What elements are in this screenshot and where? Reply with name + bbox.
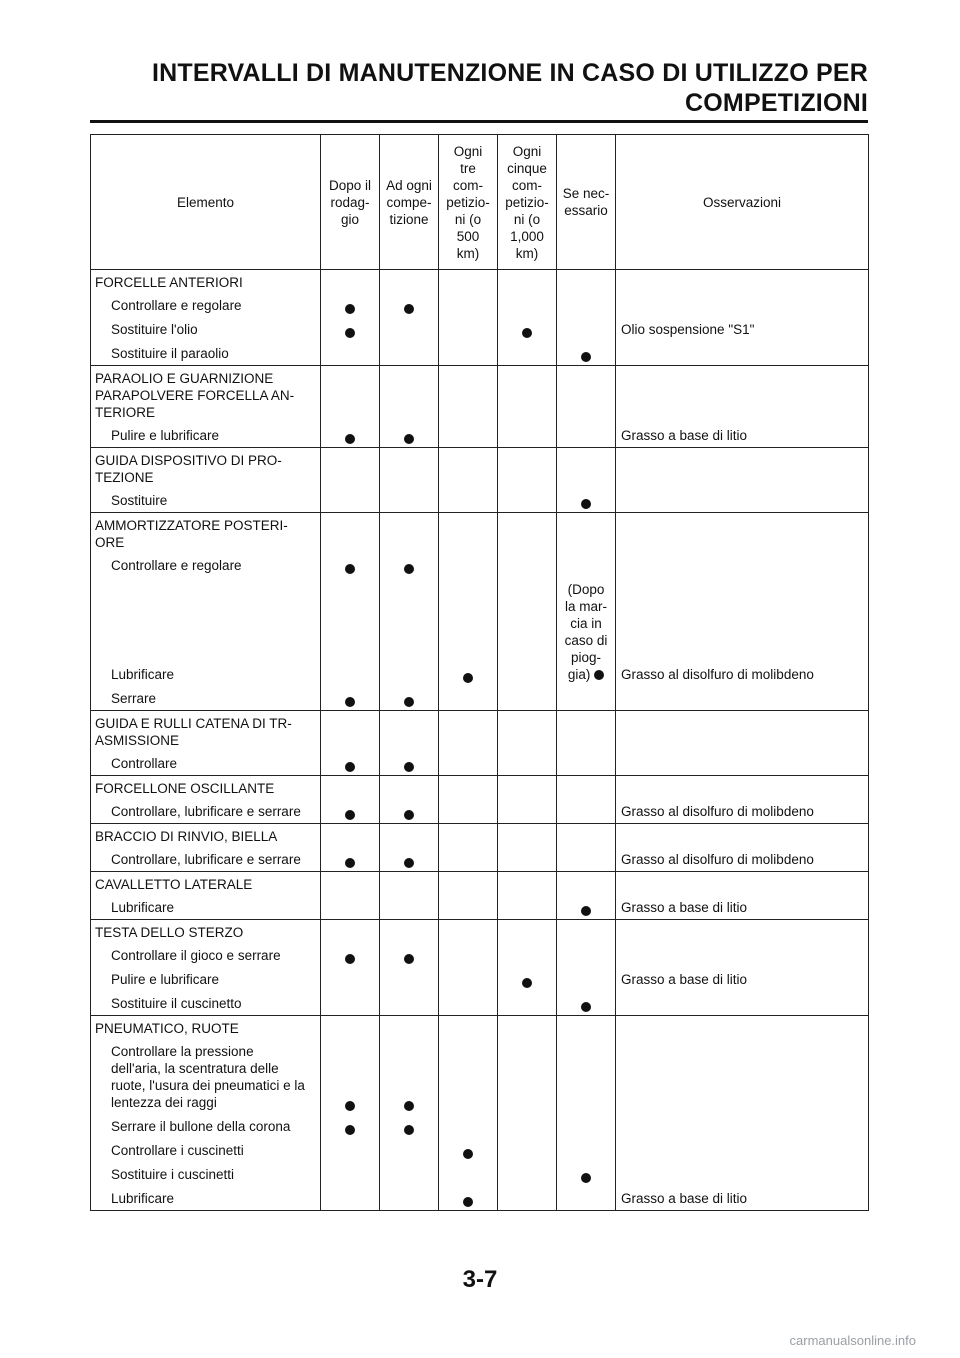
column-header-every-five-races: Ogni cinque com- petizio- ni (o 1,000 km) (498, 135, 557, 270)
mark-slot (439, 751, 497, 775)
mark-slot (498, 1186, 556, 1210)
table-header-row (91, 135, 869, 270)
remark-text: Grasso a base di litio (621, 900, 748, 915)
item-label: Sostituire il paraolio (111, 346, 229, 361)
item-label: Sostituire (111, 493, 168, 508)
mark-slot (557, 1138, 615, 1162)
item-label: Sostituire l'olio (111, 322, 198, 337)
bullet-icon (404, 858, 414, 868)
remarks-cell (616, 920, 869, 1016)
mark-slot (498, 317, 556, 341)
mark-slot (498, 1138, 556, 1162)
remark-text: Grasso a base di litio (621, 1191, 748, 1206)
mark-slot (321, 1114, 379, 1138)
mark-slot (380, 317, 438, 341)
mark-slot (498, 1162, 556, 1186)
mark-slot (439, 1186, 497, 1210)
column-header-remarks: Osservazioni (616, 135, 869, 270)
interval-cell (380, 270, 439, 366)
interval-cell (439, 920, 498, 1016)
watermark: carmanualsonline.info (789, 1333, 916, 1348)
column-header-every-race: Ad ogni compe- tizione (380, 135, 439, 270)
item-label: Serrare (111, 691, 157, 706)
page-title (152, 58, 868, 118)
group-name: AMMORTIZZATORE POSTERI- ORE (95, 518, 288, 550)
element-cell (91, 824, 321, 872)
remarks-cell (616, 711, 869, 776)
item-label: Pulire e lubrificare (111, 428, 220, 443)
item-label: Controllare il gioco e serrare (111, 948, 281, 963)
mark-slot (439, 1114, 497, 1138)
item-label: Lubrificare (111, 900, 175, 915)
mark-slot (439, 1162, 497, 1186)
mark-slot (557, 577, 615, 686)
mark-slot (321, 341, 379, 365)
interval-cell (557, 920, 616, 1016)
bullet-icon (581, 1002, 591, 1012)
interval-cell (557, 824, 616, 872)
group-name: BRACCIO DI RINVIO, BIELLA (95, 829, 278, 844)
item-label: Sostituire i cuscinetti (111, 1167, 235, 1182)
mark-slot (498, 967, 556, 991)
interval-cell (498, 920, 557, 1016)
mark-slot (321, 1162, 379, 1186)
interval-cell (557, 270, 616, 366)
bullet-icon (345, 810, 355, 820)
interval-cell (557, 711, 616, 776)
table-row (91, 776, 869, 824)
bullet-icon (581, 499, 591, 509)
mark-slot (439, 943, 497, 967)
mark-slot (380, 943, 438, 967)
interval-cell (498, 824, 557, 872)
remarks-cell (616, 448, 869, 513)
mark-slot (557, 341, 615, 365)
interval-cell (439, 1016, 498, 1211)
interval-cell (498, 872, 557, 920)
interval-cell (439, 513, 498, 711)
item-label: Serrare il bullone della corona (111, 1119, 291, 1134)
table-row (91, 872, 869, 920)
interval-cell (321, 776, 380, 824)
mark-slot (498, 799, 556, 823)
maintenance-table (90, 134, 869, 1211)
item-label: Controllare e regolare (111, 558, 242, 573)
mark-slot (498, 341, 556, 365)
interval-cell (380, 366, 439, 448)
bullet-icon (404, 304, 414, 314)
interval-cell (321, 270, 380, 366)
element-cell (91, 270, 321, 366)
bullet-icon (345, 762, 355, 772)
mark-slot (380, 847, 438, 871)
mark-slot (498, 943, 556, 967)
table-row (91, 1016, 869, 1211)
table-row (91, 513, 869, 711)
mark-slot (557, 1039, 615, 1114)
element-cell (91, 448, 321, 513)
column-header-every-three-races: Ogni tre com- petizio- ni (o 500 km) (439, 135, 498, 270)
table-row (91, 824, 869, 872)
mark-slot (557, 943, 615, 967)
mark-slot (439, 293, 497, 317)
mark-slot (380, 341, 438, 365)
item-label: Controllare (111, 756, 178, 771)
mark-slot (380, 1114, 438, 1138)
mark-slot (380, 423, 438, 447)
item-label: Controllare, lubrificare e serrare (111, 804, 301, 819)
mark-slot (557, 423, 615, 447)
group-name: TESTA DELLO STERZO (95, 925, 244, 940)
bullet-icon (345, 697, 355, 707)
remarks-cell (616, 776, 869, 824)
remarks-cell (616, 872, 869, 920)
mark-slot (321, 553, 379, 577)
remark-text: Grasso al disolfuro di molibdeno (621, 667, 814, 682)
mark-slot (321, 317, 379, 341)
column-header-element: Elemento (91, 135, 321, 270)
group-name: PNEUMATICO, RUOTE (95, 1021, 239, 1036)
mark-slot (498, 488, 556, 512)
bullet-icon (404, 810, 414, 820)
item-label: Pulire e lubrificare (111, 972, 220, 987)
item-label: Controllare i cuscinetti (111, 1143, 244, 1158)
mark-slot (321, 293, 379, 317)
item-label: Lubrificare (111, 1191, 175, 1206)
title-rule (90, 120, 868, 123)
mark-slot (321, 943, 379, 967)
remark-text (616, 686, 868, 710)
remark-text (616, 1114, 868, 1138)
mark-slot (380, 967, 438, 991)
bullet-icon (522, 328, 532, 338)
remark-text (616, 1162, 868, 1186)
mark-slot (321, 1138, 379, 1162)
mark-slot (498, 1114, 556, 1138)
table-row (91, 711, 869, 776)
mark-slot (557, 686, 615, 710)
interval-cell (321, 920, 380, 1016)
interval-cell (380, 448, 439, 513)
remark-text (616, 1039, 868, 1114)
interval-note: (Dopo la mar- cia in caso di piog- gia) (564, 582, 608, 682)
bullet-icon (404, 1101, 414, 1111)
mark-slot (439, 553, 497, 577)
element-cell (91, 711, 321, 776)
remark-text (616, 751, 868, 775)
mark-slot (498, 1039, 556, 1114)
mark-slot (498, 686, 556, 710)
remark-text: Grasso a base di litio (621, 428, 748, 443)
mark-slot (439, 799, 497, 823)
mark-slot (439, 423, 497, 447)
item-label: Controllare, lubrificare e serrare (111, 852, 301, 867)
remark-text: Grasso al disolfuro di molibdeno (621, 852, 814, 867)
mark-slot (439, 991, 497, 1015)
interval-cell (321, 872, 380, 920)
item-label: Lubrificare (111, 667, 175, 682)
remark-text (616, 293, 868, 317)
interval-cell (380, 776, 439, 824)
remark-text (616, 943, 868, 967)
item-label: Controllare e regolare (111, 298, 242, 313)
bullet-icon (345, 564, 355, 574)
mark-slot (439, 967, 497, 991)
mark-slot (321, 751, 379, 775)
table-row (91, 270, 869, 366)
page-title-line-1: INTERVALLI DI MANUTENZIONE IN CASO DI UTILIZZO PER (151, 59, 868, 87)
group-name: GUIDA DISPOSITIVO DI PRO- TEZIONE (95, 453, 282, 485)
interval-cell (439, 711, 498, 776)
interval-cell (439, 776, 498, 824)
group-name: GUIDA E RULLI CATENA DI TR- ASMISSIONE (95, 716, 292, 748)
interval-cell (498, 776, 557, 824)
bullet-icon (404, 564, 414, 574)
interval-cell (380, 872, 439, 920)
mark-slot (557, 293, 615, 317)
interval-cell (321, 711, 380, 776)
interval-cell (380, 711, 439, 776)
mark-slot (380, 799, 438, 823)
mark-slot (439, 341, 497, 365)
element-cell (91, 513, 321, 711)
element-cell (91, 920, 321, 1016)
interval-cell (321, 366, 380, 448)
group-name: FORCELLE ANTERIORI (95, 275, 243, 290)
mark-slot (439, 1039, 497, 1114)
remarks-cell (616, 824, 869, 872)
remark-text: Grasso a base di litio (621, 972, 748, 987)
interval-cell (321, 1016, 380, 1211)
mark-slot (557, 751, 615, 775)
interval-cell (380, 513, 439, 711)
group-name: CAVALLETTO LATERALE (95, 877, 253, 892)
mark-slot (557, 553, 615, 577)
bullet-icon (404, 697, 414, 707)
bullet-icon (581, 1173, 591, 1183)
mark-slot (321, 577, 379, 686)
remarks-cell (616, 366, 869, 448)
remarks-cell (616, 1016, 869, 1211)
bullet-icon (345, 954, 355, 964)
bullet-icon (463, 1197, 473, 1207)
interval-cell (439, 366, 498, 448)
mark-slot (439, 488, 497, 512)
remark-text (616, 1138, 868, 1162)
page-title-line-2: COMPETIZIONI (685, 89, 868, 117)
bullet-icon (404, 954, 414, 964)
interval-cell (380, 920, 439, 1016)
mark-slot (557, 1186, 615, 1210)
interval-cell (498, 513, 557, 711)
interval-cell (557, 448, 616, 513)
mark-slot (380, 577, 438, 686)
interval-cell (498, 270, 557, 366)
remark-text: Olio sospensione "S1" (621, 322, 755, 337)
mark-slot (439, 895, 497, 919)
mark-slot (439, 1138, 497, 1162)
mark-slot (498, 991, 556, 1015)
mark-slot (380, 895, 438, 919)
interval-cell (557, 366, 616, 448)
mark-slot (321, 895, 379, 919)
mark-slot (439, 686, 497, 710)
bullet-icon (345, 858, 355, 868)
mark-slot (380, 488, 438, 512)
mark-slot (321, 967, 379, 991)
mark-slot (380, 1138, 438, 1162)
interval-cell (439, 824, 498, 872)
mark-slot (498, 895, 556, 919)
interval-cell (498, 448, 557, 513)
interval-cell (498, 366, 557, 448)
element-cell (91, 1016, 321, 1211)
interval-cell (557, 1016, 616, 1211)
mark-slot (498, 293, 556, 317)
mark-slot (380, 553, 438, 577)
item-label: Controllare la pressione dell'aria, la scentratura delle ruote, l'usura dei pneumatici e la lentezza dei raggi (111, 1044, 305, 1110)
group-name: PARAOLIO E GUARNIZIONE PARAPOLVERE FORCELLA AN- TERIORE (95, 371, 295, 420)
mark-slot (321, 991, 379, 1015)
bullet-icon (345, 328, 355, 338)
column-header-as-required: Se nec- essario (557, 135, 616, 270)
bullet-icon (345, 304, 355, 314)
element-cell (91, 776, 321, 824)
mark-slot (380, 1186, 438, 1210)
bullet-icon (404, 1125, 414, 1135)
bullet-icon (345, 434, 355, 444)
mark-slot (557, 317, 615, 341)
mark-slot (557, 799, 615, 823)
bullet-icon (594, 670, 604, 680)
mark-slot (498, 751, 556, 775)
mark-slot (380, 991, 438, 1015)
mark-slot (380, 1162, 438, 1186)
bullet-icon (345, 1101, 355, 1111)
mark-slot (380, 293, 438, 317)
interval-cell (498, 1016, 557, 1211)
mark-slot (439, 577, 497, 686)
mark-slot (498, 423, 556, 447)
bullet-icon (345, 1125, 355, 1135)
interval-cell (439, 270, 498, 366)
interval-cell (498, 711, 557, 776)
mark-slot (380, 751, 438, 775)
mark-slot (439, 317, 497, 341)
mark-slot (498, 553, 556, 577)
page-number: 3-7 (462, 1266, 498, 1293)
mark-slot (321, 847, 379, 871)
remark-text (616, 488, 868, 512)
bullet-icon (522, 978, 532, 988)
mark-slot (557, 895, 615, 919)
table-row (91, 366, 869, 448)
mark-slot (557, 488, 615, 512)
item-label: Sostituire il cuscinetto (111, 996, 242, 1011)
bullet-icon (581, 906, 591, 916)
interval-cell (380, 824, 439, 872)
table-row (91, 448, 869, 513)
mark-slot (439, 847, 497, 871)
remark-text (616, 553, 868, 577)
interval-cell (380, 1016, 439, 1211)
element-cell (91, 872, 321, 920)
mark-slot (557, 967, 615, 991)
mark-slot (557, 847, 615, 871)
remark-text: Grasso al disolfuro di molibdeno (621, 804, 814, 819)
mark-slot (321, 423, 379, 447)
mark-slot (380, 1039, 438, 1114)
column-header-after-break-in: Dopo il rodag- gio (321, 135, 380, 270)
interval-cell (557, 776, 616, 824)
mark-slot (321, 1186, 379, 1210)
mark-slot (321, 799, 379, 823)
mark-slot (321, 488, 379, 512)
mark-slot (321, 686, 379, 710)
mark-slot (321, 1039, 379, 1114)
interval-cell (321, 824, 380, 872)
bullet-icon (463, 1149, 473, 1159)
remarks-cell (616, 513, 869, 711)
interval-cell (321, 448, 380, 513)
bullet-icon (581, 352, 591, 362)
remark-text (616, 991, 868, 1015)
remarks-cell (616, 270, 869, 366)
interval-cell (321, 513, 380, 711)
mark-slot (557, 991, 615, 1015)
mark-slot (557, 1114, 615, 1138)
element-cell (91, 366, 321, 448)
remark-text (616, 341, 868, 365)
mark-slot (557, 1162, 615, 1186)
bullet-icon (404, 434, 414, 444)
mark-slot (498, 577, 556, 686)
interval-cell (439, 872, 498, 920)
table-row (91, 920, 869, 1016)
mark-slot (498, 847, 556, 871)
bullet-icon (404, 762, 414, 772)
interval-cell (557, 513, 616, 711)
group-name: FORCELLONE OSCILLANTE (95, 781, 275, 796)
mark-slot (380, 686, 438, 710)
interval-cell (439, 448, 498, 513)
interval-cell (557, 872, 616, 920)
bullet-icon (463, 673, 473, 683)
